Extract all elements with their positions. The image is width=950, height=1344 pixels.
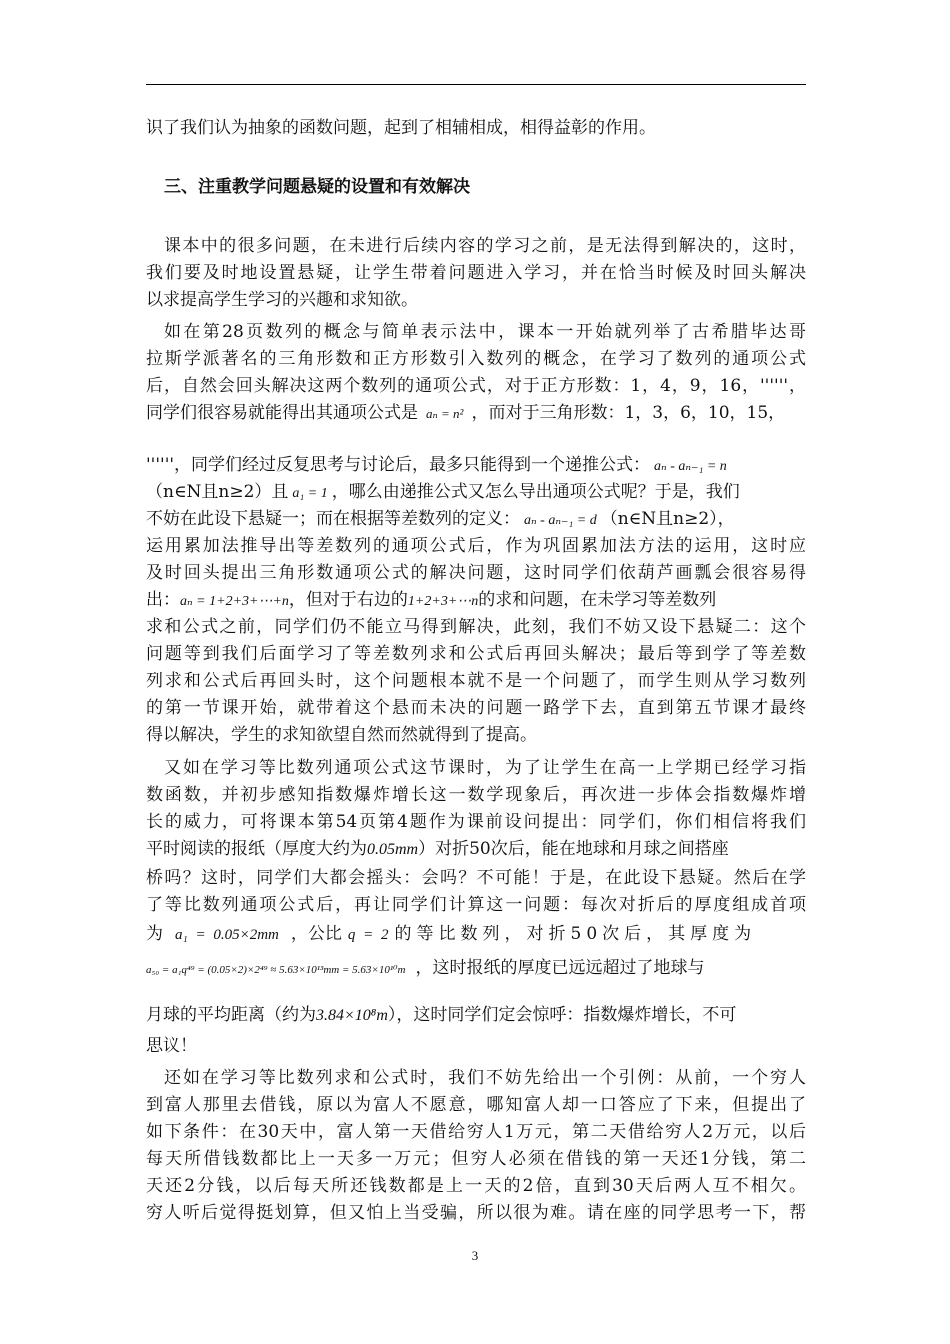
text-line: 天还2分钱，以后每天所还钱数都是上一天的2倍，直到30天后两人互不相欠。	[146, 1176, 806, 1196]
formula-sum: 1+2+3+⋯n	[407, 594, 479, 609]
text-fragment: ，这时报纸的厚度已远远超过了地球与	[415, 958, 705, 978]
text-line: 我们要及时地设置悬疑，让学生带着问题进入学习，并在恰当时候及时回头解决	[146, 263, 806, 283]
text-line: 列求和公式后再回头时，这个问题根本就不是一个问题了，而学生则从学习数列	[146, 671, 806, 691]
text-line: 求和公式之前，同学们仍不能立马得到解决，此刻，我们不妨又设下悬疑二：这个	[146, 617, 806, 637]
text-fragment: ），这时同学们定会惊呼：指数爆炸增长，不可	[387, 1005, 737, 1025]
text-line	[146, 453, 806, 479]
text-line: 课本中的很多问题，在未进行后续内容的学习之前，是无法得到解决的，这时，	[164, 236, 806, 256]
formula-a1: a₁ = 1	[292, 486, 328, 501]
text-line: 桥吗？这时，同学们大都会摇头：会吗？不可能！于是，在此设下悬疑。然后在学	[146, 868, 806, 888]
text-line: 识了我们认为抽象的函数问题，起到了相辅相成，相得益彰的作用。	[146, 118, 656, 138]
text-fragment: ，哪么由递推公式又怎么导出通项公式呢？于是，我们	[331, 482, 740, 502]
text-line: 及时回头提出三角形数通项公式的解决问题，这时同学们依葫芦画瓢会很容易得	[146, 563, 806, 583]
text-fragment: 出：	[146, 590, 180, 610]
text-line: 以求提高学生学习的兴趣和求知欲。	[146, 290, 418, 310]
formula-q2: q = 2	[347, 927, 389, 943]
text-fragment: 不妨在此设下悬疑一；而在根据等差数列的定义：	[146, 509, 520, 529]
formula-thickness: 0.05mm	[367, 841, 419, 858]
text-line	[146, 480, 806, 506]
text-fragment: 的等比数列，对折50次后，其厚度为	[394, 924, 757, 944]
text-fragment: 月球的平均距离（约为	[146, 1005, 316, 1025]
page-number: 3	[471, 1248, 479, 1263]
text-line: 又如在学习等比数列通项公式这节课时，为了让学生在高一上学期已经学习指	[164, 758, 806, 778]
text-line: 拉斯学派著名的三角形数和正方形数引入数列的概念，在学习了数列的通项公式	[146, 349, 806, 369]
text-line: 如在第28页数列的概念与简单表示法中，课本一开始就列举了古希腊毕达哥	[164, 322, 806, 342]
text-line: 得以解决，学生的求知欲望自然而然就得到了提高。	[146, 725, 537, 745]
text-line	[146, 507, 806, 533]
formula-an-n2: aₙ = n²	[426, 406, 464, 421]
text-line	[146, 956, 806, 982]
text-fragment: ，而对于三角形数：1，3，6，10，15，	[471, 403, 786, 423]
text-line	[146, 588, 806, 614]
text-line: 问题等到我们后面学习了等差数列求和公式后再回头解决；最后等到学了等差数	[146, 644, 806, 664]
section-heading: 三、注重教学问题悬疑的设置和有效解决	[164, 177, 470, 197]
text-line: 如下条件：在30天中，富人第一天借给穷人1万元，第二天借给穷人2万元，以后	[146, 1122, 806, 1142]
text-fragment: 的求和问题，在未学习等差数列	[478, 590, 717, 610]
text-line	[146, 922, 806, 947]
header-rule	[146, 84, 806, 85]
formula-a1-thickness: a₁ = 0.05×2mm	[175, 927, 279, 943]
text-line: 数函数，并初步感知指数爆炸增长这一数学现象后，再次进一步体会指数爆炸增	[146, 785, 806, 805]
text-line: 到富人那里去借钱，原以为富人不愿意，哪知富人却一口答应了下来，但提出了	[146, 1095, 806, 1115]
text-line: 后，自然会回头解决这两个数列的通项公式，对于正方形数：1，4，9，16，''''''，	[146, 376, 806, 396]
formula-moon-distance: 3.84×10⁸m	[316, 1007, 388, 1024]
text-fragment: （n∈N且n≥2）且	[146, 482, 289, 502]
text-fragment: ）对折50次后，能在地球和月球之间搭座	[418, 839, 729, 859]
text-line: 还如在学习等比数列求和公式时，我们不妨先给出一个引例：从前，一个穷人	[164, 1068, 806, 1088]
text-line: 穷人听后觉得挺划算，但又怕上当受骗，所以很为难。请在座的同学思考一下，帮	[146, 1203, 806, 1223]
text-fragment: 为	[146, 924, 163, 944]
text-line: 每天所借钱数都比上一天多一万元；但穷人必须在借钱的第一天还1分钱，第二	[146, 1149, 806, 1169]
text-line: 思议！	[146, 1036, 197, 1056]
text-line	[146, 401, 806, 426]
formula-ap-definition: aₙ - aₙ₋₁ = d	[524, 513, 597, 528]
text-fragment: ，但对于右边的	[288, 590, 408, 610]
text-line: 运用累加法推导出等差数列的通项公式后，作为巩固累加法方法的运用，这时应	[146, 536, 806, 556]
text-line	[146, 837, 806, 862]
text-fragment: 同学们很容易就能得出其通项公式是	[146, 403, 418, 423]
text-fragment: ''''''，同学们经过反复思考与讨论后，最多只能得到一个递推公式：	[146, 455, 651, 475]
text-line	[146, 1003, 806, 1028]
formula-recurrence: aₙ - aₙ₋₁ = n	[654, 459, 727, 474]
formula-a50: a₅₀ = a₁q⁴⁹ = (0.05×2)×2⁴⁹ ≈ 5.63×10¹³mm = 5.63×10¹⁰m	[146, 964, 406, 976]
text-fragment: 平时阅读的报纸（厚度大约为	[146, 839, 367, 859]
text-line: 长的威力，可将课本第54页第4题作为课前设问提出：同学们，你们相信将我们	[146, 812, 806, 832]
text-line: 的第一节课开始，就带着这个悬而未决的问题一路学下去，直到第五节课才最终	[146, 698, 806, 718]
text-line: 了等比数列通项公式后，再让同学们计算这一问题：每次对折后的厚度组成首项	[146, 895, 806, 915]
text-fragment: （n∈N且n≥2），	[600, 509, 735, 529]
text-fragment: ，公比	[290, 924, 342, 944]
formula-an-sum: aₙ = 1+2+3+⋯+n	[180, 594, 289, 609]
